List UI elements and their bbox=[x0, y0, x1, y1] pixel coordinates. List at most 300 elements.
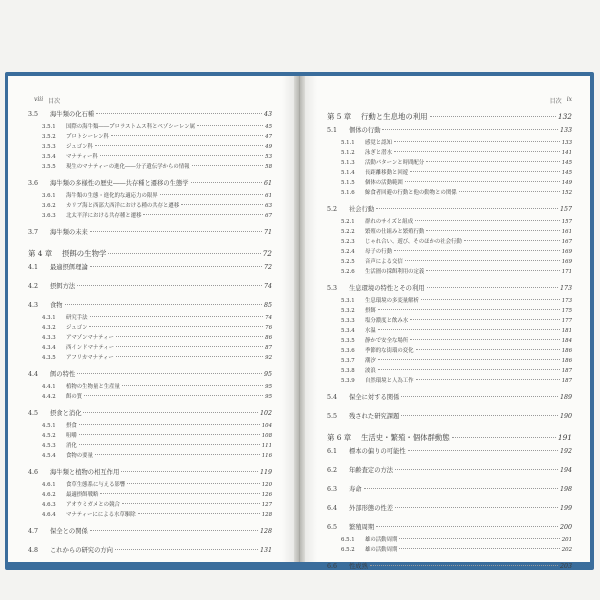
entry-title: 鯨食者回避の行動と他の動物との関係 bbox=[365, 190, 457, 196]
entry-title: 泳ぎと潜水 bbox=[365, 150, 392, 156]
toc-subsection bbox=[327, 336, 572, 346]
toc-subsection bbox=[327, 237, 572, 247]
entry-title: 残された研究課題 bbox=[349, 413, 400, 420]
entry-number: 5.2.5 bbox=[341, 259, 355, 265]
leader-dots bbox=[416, 349, 560, 350]
entry-number: 3.5.5 bbox=[42, 164, 56, 170]
toc-subsection bbox=[28, 343, 272, 353]
entry-page-number: 194 bbox=[559, 467, 572, 474]
entry-page-number: 131 bbox=[259, 547, 272, 554]
entry-number: 6.3 bbox=[327, 486, 338, 493]
leader-dots bbox=[378, 359, 560, 360]
leader-dots bbox=[364, 488, 558, 489]
entry-page-number: 76 bbox=[265, 325, 272, 331]
toc-subsection bbox=[327, 217, 572, 227]
entry-number: 5.1 bbox=[327, 127, 338, 134]
leader-dots bbox=[79, 444, 260, 445]
entry-title: ジュゴン bbox=[66, 325, 88, 331]
leader-dots bbox=[181, 204, 263, 205]
entry-title: 研究手法 bbox=[66, 315, 88, 321]
entry-title: 消化 bbox=[66, 443, 77, 449]
toc-subsection bbox=[327, 306, 572, 316]
leader-dots bbox=[394, 151, 560, 152]
leader-dots bbox=[382, 129, 557, 130]
leader-dots bbox=[430, 116, 556, 117]
entry-page-number: 187 bbox=[561, 368, 572, 374]
entry-number: 5.3.5 bbox=[341, 338, 355, 344]
toc-chapter bbox=[327, 430, 572, 445]
entry-title: 海牛類の多様性の歴史――共存種と遷移の生態学 bbox=[50, 180, 189, 187]
entry-title: 個体の活動範囲 bbox=[365, 180, 403, 186]
toc-subsection bbox=[28, 191, 272, 201]
toc-section bbox=[327, 502, 572, 516]
toc-section bbox=[327, 124, 572, 138]
toc-subsection bbox=[28, 353, 272, 363]
entry-title: アオウミガメとの競合 bbox=[66, 502, 120, 508]
left-running-head: 目次 bbox=[48, 98, 61, 105]
entry-number: 4.6.3 bbox=[42, 502, 56, 508]
entry-number: 4.4 bbox=[28, 371, 39, 378]
leader-dots bbox=[405, 181, 560, 182]
leader-dots bbox=[378, 329, 560, 330]
entry-title: 生活圏の採餌利用の定義 bbox=[365, 269, 425, 275]
entry-number: 5.3.8 bbox=[341, 368, 355, 374]
entry-title: これからの研究の方向 bbox=[50, 547, 113, 554]
toc-subsection bbox=[327, 227, 572, 237]
entry-number: 5.4 bbox=[327, 394, 338, 401]
toc-section bbox=[327, 203, 572, 217]
right-page bbox=[305, 76, 590, 570]
entry-page-number: 67 bbox=[265, 213, 272, 219]
entry-title: 保全との関係 bbox=[50, 528, 88, 535]
entry-number: 4.5.4 bbox=[42, 453, 56, 459]
leader-dots bbox=[370, 565, 558, 566]
toc-subsection bbox=[28, 392, 272, 402]
entry-title: マナティーにによる水草駆除 bbox=[66, 512, 136, 518]
toc-subsection bbox=[28, 122, 272, 132]
entry-title: 海牛類の化石種 bbox=[50, 111, 95, 118]
entry-title: 季節的な街環の変化 bbox=[365, 348, 414, 354]
entry-title: 自然環境と人為工作 bbox=[365, 378, 414, 384]
toc-subsection bbox=[327, 296, 572, 306]
entry-page-number: 71 bbox=[263, 229, 272, 236]
entry-number: 4.3.1 bbox=[42, 315, 56, 321]
toc-section bbox=[327, 282, 572, 296]
entry-title: 生息環境の特性とその利用 bbox=[349, 285, 425, 292]
toc-subsection bbox=[28, 500, 272, 510]
entry-page-number: 127 bbox=[261, 502, 272, 508]
leader-dots bbox=[192, 165, 264, 166]
toc-subsection bbox=[327, 326, 572, 336]
toc-chapter bbox=[28, 246, 272, 261]
toc-section bbox=[28, 544, 272, 558]
toc-subsection bbox=[28, 480, 272, 490]
entry-page-number: 92 bbox=[265, 355, 272, 361]
entry-number: 4.3 bbox=[28, 302, 39, 309]
entry-title: 外部形態の性差 bbox=[349, 505, 394, 512]
entry-page-number: 43 bbox=[263, 111, 272, 118]
entry-title: アマゾンマナティー bbox=[66, 335, 114, 341]
entry-title: プロトシーレン科 bbox=[66, 134, 109, 140]
leader-dots bbox=[127, 483, 259, 484]
right-running-header bbox=[550, 96, 572, 105]
entry-title: 北太平洋における共存種と遷移 bbox=[66, 213, 142, 219]
entry-page-number: 63 bbox=[265, 203, 272, 209]
toc-subsection bbox=[327, 366, 572, 376]
leader-dots bbox=[108, 253, 260, 254]
leader-dots bbox=[191, 182, 262, 183]
entry-page-number: 167 bbox=[561, 239, 572, 245]
entry-page-number: 187 bbox=[561, 378, 572, 384]
toc-spacer bbox=[28, 240, 272, 245]
entry-number: 3.5.3 bbox=[42, 144, 56, 150]
entry-title: 摂食 bbox=[66, 423, 77, 429]
entry-number: 3.5.4 bbox=[42, 154, 56, 160]
leader-dots bbox=[394, 250, 560, 251]
entry-page-number: 145 bbox=[561, 170, 572, 176]
leader-dots bbox=[464, 240, 560, 241]
entry-page-number: 145 bbox=[561, 160, 572, 166]
leader-dots bbox=[410, 319, 560, 320]
entry-number: 5.3 bbox=[327, 285, 338, 292]
right-running-head: 目次 bbox=[549, 98, 562, 105]
entry-title: 性成熟 bbox=[349, 563, 368, 570]
entry-page-number: 120 bbox=[261, 482, 272, 488]
entry-number: 4.6 bbox=[28, 469, 39, 476]
entry-page-number: 157 bbox=[561, 219, 572, 225]
toc-section bbox=[327, 560, 572, 574]
entry-number: 4.5.3 bbox=[42, 443, 56, 449]
toc-section bbox=[28, 108, 272, 122]
leader-dots bbox=[408, 450, 558, 451]
entry-number: 5.1.6 bbox=[341, 190, 355, 196]
entry-page-number: 116 bbox=[261, 453, 272, 459]
leader-dots bbox=[399, 538, 559, 539]
leader-dots bbox=[65, 304, 262, 305]
entry-number: 5.1.2 bbox=[341, 150, 355, 156]
right-page-number: ix bbox=[566, 96, 572, 103]
entry-number: 5.3.1 bbox=[341, 298, 355, 304]
leader-dots bbox=[394, 141, 560, 142]
leader-dots bbox=[95, 454, 260, 455]
entry-page-number: 133 bbox=[559, 127, 572, 134]
leader-dots bbox=[77, 285, 262, 286]
leader-dots bbox=[122, 385, 263, 386]
entry-page-number: 199 bbox=[559, 505, 572, 512]
toc-subsection bbox=[28, 510, 272, 520]
entry-title: 静かで安全な場所 bbox=[365, 338, 409, 344]
leader-dots bbox=[89, 326, 263, 327]
entry-page-number: 119 bbox=[259, 469, 272, 476]
entry-page-number: 161 bbox=[561, 229, 572, 235]
toc-subsection bbox=[327, 178, 572, 188]
leader-dots bbox=[90, 266, 262, 267]
entry-title: マナティー科 bbox=[66, 154, 98, 160]
leader-dots bbox=[401, 396, 558, 397]
entry-number: 4.7 bbox=[28, 528, 39, 535]
entry-page-number: 128 bbox=[259, 528, 272, 535]
leader-dots bbox=[410, 339, 560, 340]
entry-page-number: 58 bbox=[265, 164, 272, 170]
entry-number: 6.1 bbox=[327, 448, 338, 455]
leader-dots bbox=[452, 437, 556, 438]
toc-subsection bbox=[28, 201, 272, 211]
leader-dots bbox=[426, 230, 559, 231]
entry-page-number: 169 bbox=[561, 259, 572, 265]
entry-page-number: 102 bbox=[259, 410, 272, 417]
leader-dots bbox=[122, 503, 260, 504]
entry-title: 現生のマナティーの進化――分子遺伝学からの情報 bbox=[66, 164, 190, 170]
entry-number: 5.3.6 bbox=[341, 348, 355, 354]
toc-subsection bbox=[327, 138, 572, 148]
entry-page-number: 186 bbox=[561, 348, 572, 354]
entry-page-number: 49 bbox=[265, 144, 272, 150]
toc-subsection bbox=[28, 451, 272, 461]
leader-dots bbox=[143, 214, 263, 215]
entry-number: 4.5 bbox=[28, 410, 39, 417]
leader-dots bbox=[79, 424, 260, 425]
entry-page-number: 74 bbox=[263, 283, 272, 290]
leader-dots bbox=[416, 379, 560, 380]
entry-number: 6.4 bbox=[327, 505, 338, 512]
leader-dots bbox=[395, 507, 558, 508]
entry-title: 最適摂餌戦略 bbox=[66, 492, 99, 498]
entry-page-number: 108 bbox=[261, 433, 272, 439]
entry-page-number: 173 bbox=[559, 285, 572, 292]
entry-number: 5.3.9 bbox=[341, 378, 355, 384]
entry-page-number: 192 bbox=[559, 448, 572, 455]
leader-dots bbox=[376, 526, 558, 527]
toc-section bbox=[28, 299, 272, 313]
toc-section bbox=[327, 445, 572, 459]
entry-page-number: 141 bbox=[561, 150, 572, 156]
entry-number: 5.3.7 bbox=[341, 358, 355, 364]
leader-dots bbox=[138, 513, 260, 514]
entry-title: 母子の行動 bbox=[365, 249, 392, 255]
toc-subsection bbox=[327, 158, 572, 168]
toc-subsection bbox=[327, 346, 572, 356]
entry-number: 5.2.6 bbox=[341, 269, 355, 275]
entry-number: 6.5.1 bbox=[341, 537, 355, 543]
toc-spacer bbox=[327, 424, 572, 429]
leader-dots bbox=[116, 346, 263, 347]
entry-number: 4.8 bbox=[28, 547, 39, 554]
leader-dots bbox=[116, 356, 263, 357]
entry-page-number: 191 bbox=[557, 433, 572, 442]
leader-dots bbox=[90, 530, 258, 531]
entry-title: 餌の質 bbox=[66, 394, 83, 400]
leader-dots bbox=[378, 369, 560, 370]
entry-page-number: 173 bbox=[561, 298, 572, 304]
entry-title: 植物の生物量と生産量 bbox=[66, 384, 120, 390]
toc-subsection bbox=[327, 168, 572, 178]
leader-dots bbox=[427, 287, 558, 288]
entry-number: 4.3.3 bbox=[42, 335, 56, 341]
toc-section bbox=[327, 391, 572, 405]
entry-page-number: 53 bbox=[265, 154, 272, 160]
entry-number: 3.6.3 bbox=[42, 213, 56, 219]
entry-title: 社会行動 bbox=[349, 206, 375, 213]
leader-dots bbox=[84, 395, 263, 396]
entry-number: 6.5.2 bbox=[341, 547, 355, 553]
toc-subsection bbox=[28, 313, 272, 323]
entry-title: 海牛類の生態・進化的な適応力の限界 bbox=[66, 193, 158, 199]
toc-subsection bbox=[327, 376, 572, 386]
leader-dots bbox=[100, 493, 259, 494]
toc-subsection bbox=[28, 323, 272, 333]
entry-title: 行動と生息地の利用 bbox=[361, 112, 428, 121]
entry-number: 5.1.1 bbox=[341, 140, 355, 146]
leader-dots bbox=[426, 270, 559, 271]
toc-section bbox=[327, 521, 572, 535]
entry-number: 5.3.4 bbox=[341, 328, 355, 334]
entry-title: 摂餌 bbox=[365, 308, 376, 314]
entry-title: カリブ海と西部大西洋における種の共存と遷移 bbox=[66, 203, 180, 209]
entry-title: 水温 bbox=[365, 328, 376, 334]
entry-page-number: 111 bbox=[261, 443, 272, 449]
entry-page-number: 86 bbox=[265, 335, 272, 341]
entry-title: 食物の要量 bbox=[66, 453, 93, 459]
entry-number: 5.3.3 bbox=[341, 318, 355, 324]
toc-subsection bbox=[327, 316, 572, 326]
toc-section bbox=[327, 483, 572, 497]
entry-title: 雄の活動周期 bbox=[365, 547, 398, 553]
toc-subsection bbox=[28, 162, 272, 172]
entry-title: 海牛類の未来 bbox=[50, 229, 88, 236]
entry-page-number: 95 bbox=[265, 394, 272, 400]
toc-subsection bbox=[28, 333, 272, 343]
entry-number: 第 4 章 bbox=[28, 249, 53, 258]
entry-title: 西インドマナティー bbox=[66, 345, 115, 351]
toc-subsection bbox=[327, 267, 572, 277]
right-toc-list bbox=[327, 108, 572, 574]
entry-page-number: 177 bbox=[561, 318, 572, 324]
entry-page-number: 171 bbox=[561, 269, 572, 275]
toc-section bbox=[28, 525, 272, 539]
entry-page-number: 95 bbox=[265, 384, 272, 390]
entry-number: 4.3.4 bbox=[42, 345, 56, 351]
entry-page-number: 189 bbox=[559, 394, 572, 401]
entry-number: 4.4.1 bbox=[42, 384, 56, 390]
entry-title: 国際の海牛類――プロラストムス科とペゾシーレン属 bbox=[66, 124, 195, 130]
toc-subsection bbox=[28, 142, 272, 152]
entry-page-number: 181 bbox=[561, 328, 572, 334]
leader-dots bbox=[116, 336, 263, 337]
entry-page-number: 95 bbox=[263, 371, 272, 378]
entry-page-number: 200 bbox=[559, 524, 572, 531]
leader-dots bbox=[378, 309, 560, 310]
entry-page-number: 157 bbox=[559, 206, 572, 213]
toc-subsection bbox=[28, 132, 272, 142]
entry-page-number: 203 bbox=[559, 563, 572, 570]
entry-title: 音声による交信 bbox=[365, 259, 403, 265]
entry-page-number: 72 bbox=[263, 264, 272, 271]
toc-subsection bbox=[327, 188, 572, 198]
entry-page-number: 198 bbox=[559, 486, 572, 493]
entry-page-number: 72 bbox=[262, 249, 272, 258]
entry-number: 4.6.2 bbox=[42, 492, 56, 498]
entry-title: アフリカマナティー bbox=[66, 355, 114, 361]
leader-dots bbox=[115, 549, 258, 550]
entry-page-number: 184 bbox=[561, 338, 572, 344]
toc-section bbox=[28, 280, 272, 294]
entry-number: 4.3.5 bbox=[42, 355, 56, 361]
leader-dots bbox=[401, 415, 558, 416]
leader-dots bbox=[426, 161, 560, 162]
entry-title: 咀嚼 bbox=[66, 433, 77, 439]
entry-number: 4.3.2 bbox=[42, 325, 56, 331]
entry-number: 6.6 bbox=[327, 563, 338, 570]
entry-number: 3.5.2 bbox=[42, 134, 56, 140]
toc-subsection bbox=[327, 535, 572, 545]
leader-dots bbox=[111, 135, 263, 136]
entry-page-number: 61 bbox=[263, 180, 272, 187]
entry-number: 4.4.2 bbox=[42, 394, 56, 400]
book-gutter bbox=[294, 76, 305, 562]
entry-page-number: 202 bbox=[561, 547, 572, 553]
toc-section bbox=[28, 177, 272, 191]
toc-subsection bbox=[28, 490, 272, 500]
entry-title: 標本の偏りの可能性 bbox=[349, 448, 406, 455]
entry-title: 年齢査定の方法 bbox=[349, 467, 394, 474]
leader-dots bbox=[83, 412, 257, 413]
toc-subsection bbox=[327, 545, 572, 555]
leader-dots bbox=[197, 125, 263, 126]
entry-number: 第 5 章 bbox=[327, 112, 352, 121]
entry-title: 波浪 bbox=[365, 368, 376, 374]
entry-title: 雄の活動周期 bbox=[365, 537, 398, 543]
entry-number: 3.6.1 bbox=[42, 193, 56, 199]
entry-number: 4.5.2 bbox=[42, 433, 56, 439]
left-page bbox=[8, 76, 294, 562]
leader-dots bbox=[376, 208, 558, 209]
entry-title: ジュゴン科 bbox=[66, 144, 93, 150]
entry-page-number: 175 bbox=[561, 308, 572, 314]
entry-number: 5.2.2 bbox=[341, 229, 355, 235]
toc-section bbox=[28, 226, 272, 240]
toc-subsection bbox=[28, 421, 272, 431]
entry-number: 5.5 bbox=[327, 413, 338, 420]
entry-title: 餌の特性 bbox=[50, 371, 76, 378]
entry-number: 3.5.1 bbox=[42, 124, 56, 130]
entry-number: 4.6.1 bbox=[42, 482, 56, 488]
entry-number: 5.3.2 bbox=[341, 308, 355, 314]
entry-page-number: 126 bbox=[261, 492, 272, 498]
entry-number: 3.5 bbox=[28, 111, 39, 118]
toc-subsection bbox=[28, 441, 272, 451]
entry-title: 活動パターンと時間配分 bbox=[365, 160, 425, 166]
entry-title: 食物 bbox=[50, 302, 63, 309]
left-toc-list bbox=[28, 108, 272, 558]
entry-page-number: 190 bbox=[559, 413, 572, 420]
leader-dots bbox=[90, 316, 264, 317]
leader-dots bbox=[100, 155, 263, 156]
entry-page-number: 45 bbox=[265, 124, 272, 130]
entry-page-number: 87 bbox=[265, 345, 272, 351]
entry-title: 群れのサイズと組成 bbox=[365, 219, 414, 225]
entry-title: 保全に対する関係 bbox=[349, 394, 400, 401]
toc-section bbox=[28, 261, 272, 275]
entry-title: 生活史・繁殖・個体群動態 bbox=[361, 433, 450, 442]
entry-page-number: 61 bbox=[265, 193, 272, 199]
toc-subsection bbox=[28, 382, 272, 392]
toc-chapter bbox=[327, 109, 572, 124]
toc-subsection bbox=[28, 152, 272, 162]
leader-dots bbox=[459, 191, 560, 192]
entry-title: 潮汐 bbox=[365, 358, 376, 364]
entry-page-number: 128 bbox=[261, 512, 272, 518]
entry-page-number: 132 bbox=[557, 112, 572, 121]
